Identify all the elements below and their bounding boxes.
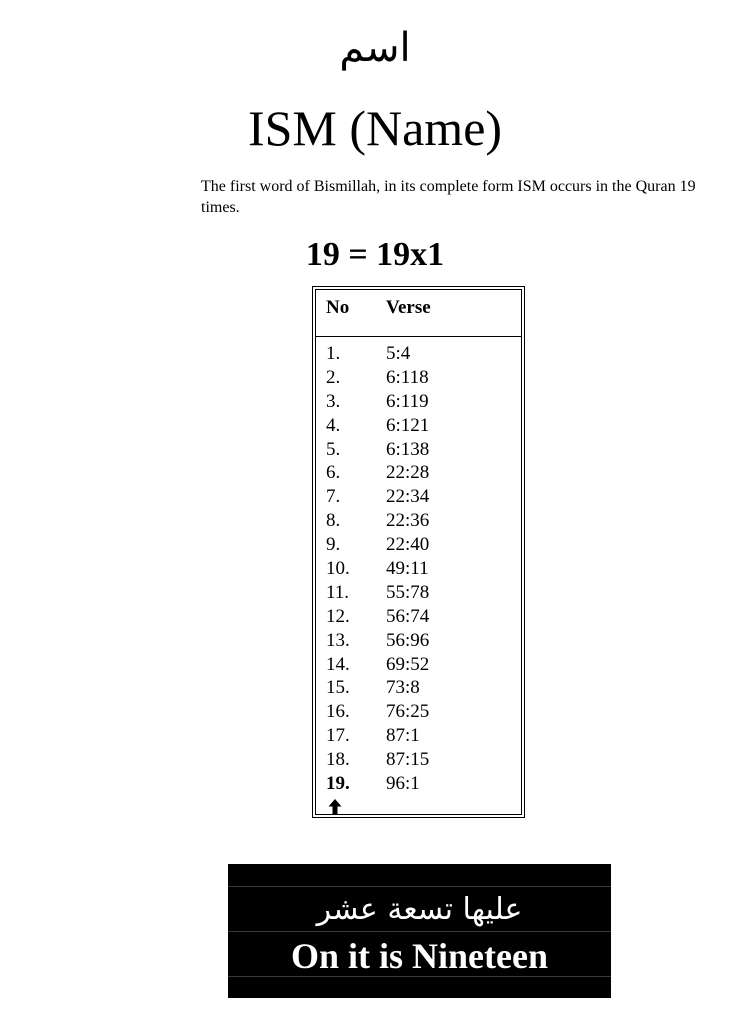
- row-verse: 69:52: [386, 653, 430, 675]
- row-verse: 5:4: [386, 343, 411, 364]
- row-verse: 73:8: [386, 677, 420, 699]
- row-verse: 49:11: [386, 558, 429, 580]
- row-number: 2.: [326, 366, 341, 388]
- table-row: [316, 605, 521, 629]
- header-verse: Verse: [386, 297, 431, 318]
- row-number: 12.: [326, 605, 350, 627]
- page-title: ISM (Name): [247, 100, 503, 156]
- table-body: [316, 342, 521, 796]
- table-row: [316, 629, 521, 653]
- row-number: 14.: [326, 653, 350, 675]
- table-row: [316, 724, 521, 748]
- table-row: [316, 533, 521, 557]
- table-row: [316, 485, 521, 509]
- banner-arabic-text: عليها تسعة عشر: [316, 892, 523, 927]
- row-number: 6.: [326, 462, 341, 484]
- table-row: [316, 700, 521, 724]
- row-number: 3.: [326, 390, 341, 412]
- row-number: 5.: [326, 438, 341, 460]
- row-number: 18.: [326, 749, 350, 771]
- row-verse: 6:119: [386, 390, 429, 412]
- verse-table: [312, 286, 525, 818]
- row-verse: 55:78: [386, 581, 430, 603]
- table-header: [316, 290, 521, 337]
- row-number: 11.: [326, 581, 350, 603]
- row-verse: 76:25: [386, 701, 430, 723]
- row-number: 17.: [326, 725, 350, 747]
- row-verse: 87:1: [386, 725, 420, 747]
- verse-table-inner: [315, 289, 522, 815]
- row-verse: 22:40: [386, 534, 430, 556]
- row-verse: 96:1: [386, 773, 420, 795]
- table-row: [316, 581, 521, 605]
- arrow-up-icon: [327, 798, 343, 816]
- table-row: [316, 342, 521, 366]
- row-verse: 22:28: [386, 462, 430, 484]
- row-verse: 6:121: [386, 414, 430, 436]
- row-number: 19.: [326, 773, 350, 795]
- row-verse: 6:118: [386, 366, 429, 388]
- row-verse: 6:138: [386, 438, 430, 460]
- table-row: [316, 414, 521, 438]
- row-verse: 87:15: [386, 749, 430, 771]
- row-number: 15.: [326, 677, 350, 699]
- table-row: [316, 461, 521, 485]
- header-no: No: [326, 297, 350, 318]
- nineteen-banner: [228, 864, 611, 998]
- table-row: [316, 438, 521, 462]
- row-verse: 56:74: [386, 605, 430, 627]
- row-number: 7.: [326, 486, 341, 508]
- row-number: 4.: [326, 414, 341, 436]
- banner-divider: [228, 886, 611, 887]
- table-row: [316, 653, 521, 677]
- row-number: 8.: [326, 510, 341, 532]
- equation-heading: 19 = 19x1: [305, 236, 445, 273]
- row-verse: 22:34: [386, 486, 430, 508]
- row-verse: 22:36: [386, 510, 430, 532]
- row-number: 10.: [326, 558, 350, 580]
- table-row: [316, 676, 521, 700]
- row-number: 13.: [326, 629, 350, 651]
- row-number: 9.: [326, 534, 341, 556]
- row-number: 16.: [326, 701, 350, 723]
- intro-paragraph: The first word of Bismillah, in its complete form ISM occurs in the Quran 19 times.: [201, 178, 696, 216]
- banner-divider: [228, 931, 611, 932]
- table-row: [316, 748, 521, 772]
- banner-english-text: On it is Nineteen: [291, 936, 548, 976]
- arabic-title: اسم: [339, 25, 411, 71]
- table-row: [316, 557, 521, 581]
- table-row: [316, 509, 521, 533]
- row-verse: 56:96: [386, 629, 430, 651]
- row-number: 1.: [326, 343, 341, 364]
- table-row: [316, 772, 521, 796]
- table-row: [316, 366, 521, 390]
- table-row: [316, 390, 521, 414]
